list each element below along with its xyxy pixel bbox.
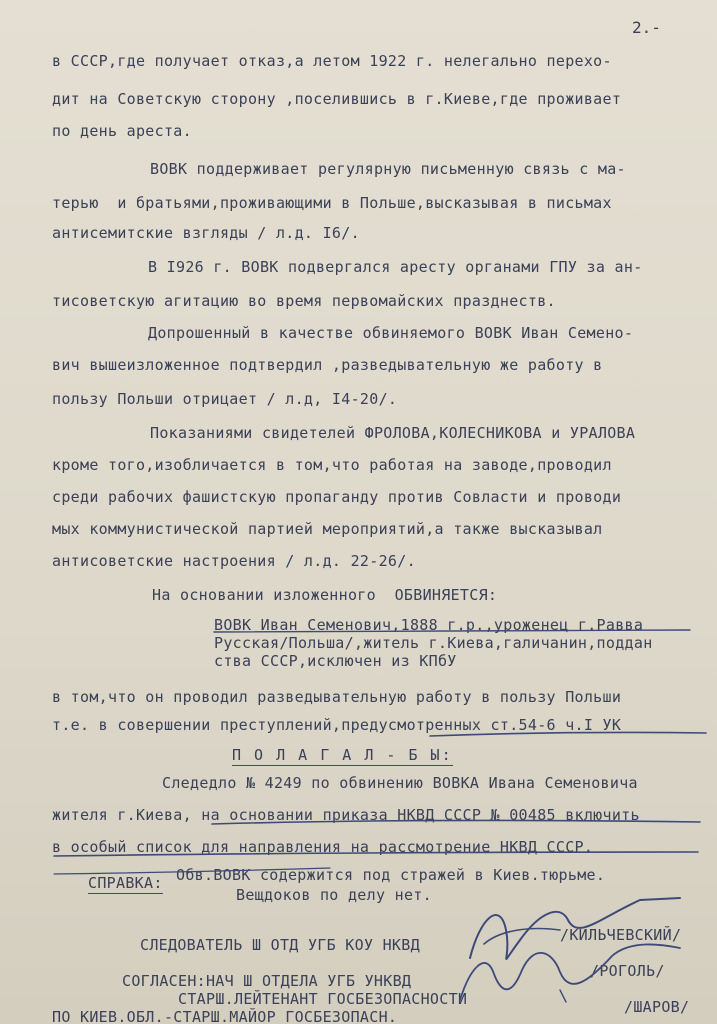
reference-label: СПРАВКА: <box>88 874 163 892</box>
text-line: Показаниями свидетелей ФРОЛОВА,КОЛЕСНИКОВА и УРАЛОВА <box>150 424 636 442</box>
page-number: 2.- <box>632 18 661 37</box>
text-line: антисоветские настроения / л.д. 22-26/. <box>52 552 416 570</box>
text-line: пользу Польши отрицает / л.д, I4-20/. <box>52 390 398 408</box>
signature-kilchevsky <box>470 898 680 959</box>
accused-line: Русская/Польша/,житель г.Киева,галичанин,поддан <box>214 634 653 652</box>
text-line: мых коммунистической партией мероприятий,а также высказывал <box>52 520 603 538</box>
decision-line: в особый список для направления на рассмотрение НКВД СССР. <box>52 838 594 856</box>
signature-rogol <box>460 944 680 1000</box>
signature-title: СЛЕДОВАТЕЛЬ Ш ОТД УГБ КОУ НКВД <box>140 936 420 954</box>
signature-title: СОГЛАСЕН:НАЧ Ш ОТДЕЛА УГБ УНКВД <box>122 972 412 990</box>
accused-line: ства СССР,исключен из КПбУ <box>214 652 457 670</box>
text-line: по день ареста. <box>52 122 192 140</box>
text-line: дит на Советскую сторону ,поселившись в г.Киеве,где проживает <box>52 90 622 108</box>
decision-line: Следедло № 4249 по обвинению ВОВКА Ивана Семеновича <box>162 774 638 792</box>
text-line: кроме того,изобличается в том,что работая на заводе,проводил <box>52 456 612 474</box>
signature-name: /РОГОЛЬ/ <box>590 962 665 980</box>
underline-accused <box>214 630 690 632</box>
signature-name: /КИЛЬЧЕВСКИЙ/ <box>560 926 682 944</box>
text-line: На основании изложенного ОБВИНЯЕТСЯ: <box>152 586 498 604</box>
signature-title: СТАРШ.ЛЕЙТЕНАНТ ГОСБЕЗОПАСНОСТИ <box>178 990 468 1008</box>
text-line: терью и братьями,проживающими в Польше,высказывая в письмах <box>52 194 612 212</box>
text-line: вич вышеизложенное подтвердил ,разведывательную же работу в <box>52 356 603 374</box>
text-line: среди рабочих фашистскую пропаганду против Совласти и проводи <box>52 488 622 506</box>
decision-line: жителя г.Киева, на основании приказа НКВД СССР № 00485 включить <box>52 806 640 824</box>
text-line: антисемитские взгляды / л.д. I6/. <box>52 224 360 242</box>
underline-order <box>212 820 700 824</box>
charge-line: т.е. в совершении преступлений,предусмотренных ст.54-6 ч.I УК <box>52 716 622 734</box>
text-line: тисоветскую агитацию во время первомайских празднеств. <box>52 292 556 310</box>
underline-special-list <box>54 852 698 856</box>
signature-name: /ШАРОВ/ <box>624 998 690 1016</box>
text-line: Допрошенный в качестве обвиняемого ВОВК Иван Семено- <box>148 324 634 342</box>
text-line: В I926 г. ВОВК подвергался аресту органами ГПУ за ан- <box>148 258 643 276</box>
reference-line: Вещдоков по делу нет. <box>236 886 432 904</box>
underline-article <box>430 732 706 736</box>
charge-line: в том,что он проводил разведывательную работу в пользу Польши <box>52 688 622 706</box>
signature-title: ПО КИЕВ.ОБЛ.-СТАРШ.МАЙОР ГОСБЕЗОПАСН. <box>52 1008 398 1024</box>
accused-line: ВОВК Иван Семенович,1888 г.р.,уроженец г.Равва <box>214 616 644 634</box>
decision-heading: П О Л А Г А Л - Б Ы: <box>232 746 453 764</box>
signature-mark <box>560 990 566 1002</box>
text-line: ВОВК поддерживает регулярную письменную связь с ма- <box>150 160 626 178</box>
text-line: в СССР,где получает отказ,а летом 1922 г. нелегально перехо- <box>52 52 612 70</box>
reference-line: Обв.ВОВК содержится под стражей в Киев.тюрьме. <box>176 866 606 884</box>
underline-note <box>54 868 330 874</box>
